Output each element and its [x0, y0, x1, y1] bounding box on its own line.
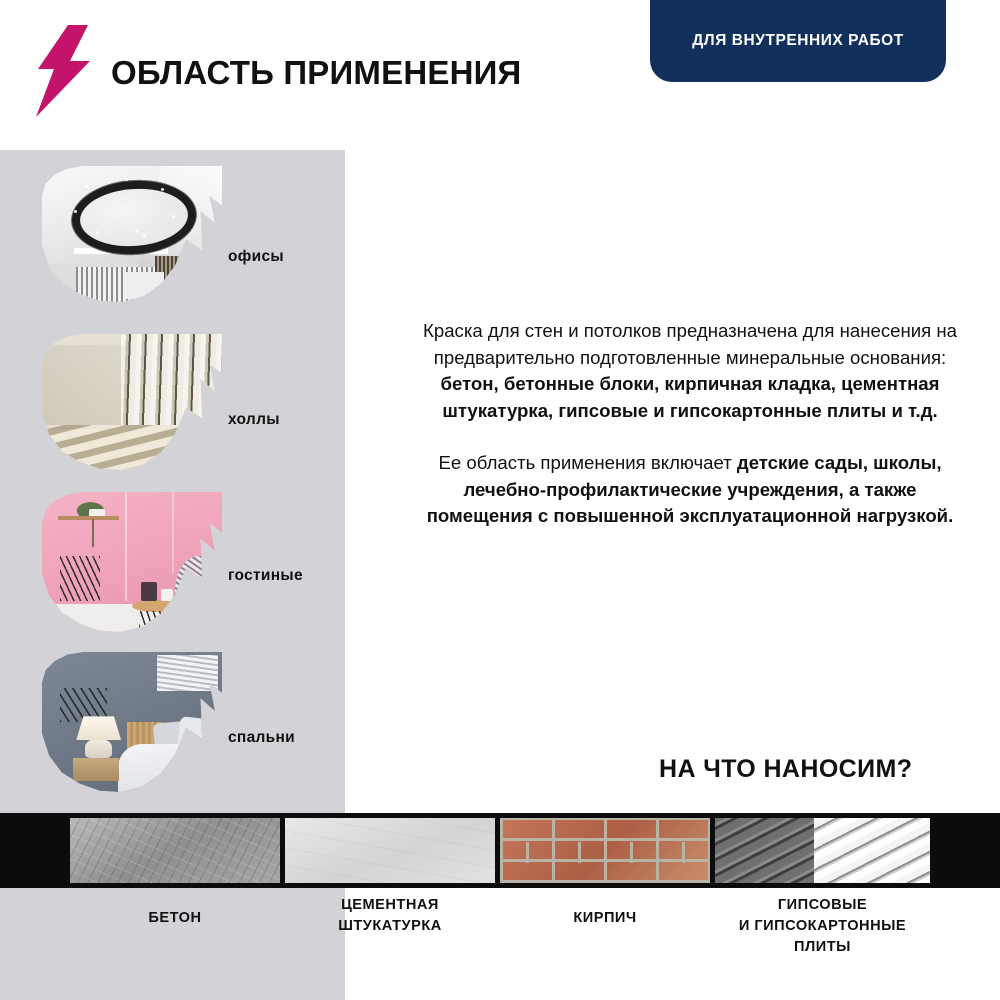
lightning-bolt-icon [34, 25, 94, 117]
description-block [420, 318, 960, 530]
description-paragraph-2 [420, 450, 960, 530]
texture-brick [500, 818, 710, 883]
page-title: ОБЛАСТЬ ПРИМЕНЕНИЯ [111, 54, 522, 91]
texture-cement-plaster [285, 818, 495, 883]
gallery-label-living-rooms: гостиные [228, 567, 303, 584]
texture-gypsum-board [715, 818, 930, 883]
paragraph-2-normal: Ее область применения включает [438, 452, 737, 473]
substrate-label-brick: КИРПИЧ [573, 910, 637, 926]
paragraph-2-bold: детские сады, школы, лечебно-профилактические учреждения, а также помещения с повышенной эксплуатационной нагрузкой. [426, 452, 954, 526]
texture-concrete [70, 818, 280, 883]
gallery-label-offices: офисы [228, 248, 284, 265]
description-paragraph-1 [420, 318, 960, 424]
gallery-label-halls: холлы [228, 411, 280, 428]
badge-label: ДЛЯ ВНУТРЕННИХ РАБОТ [692, 32, 904, 49]
substrates-heading: НА ЧТО НАНОСИМ? [659, 755, 913, 783]
interior-works-badge [650, 0, 946, 82]
substrate-label-concrete: БЕТОН [148, 910, 202, 926]
gallery-label-bedrooms: спальни [228, 729, 295, 746]
substrate-label-gypsum-board: ГИПСОВЫЕ И ГИПСОКАРТОННЫЕ ПЛИТЫ [738, 897, 907, 955]
paragraph-1-bold: бетон, бетонные блоки, кирпичная кладка, цементная штукатурка, гипсовые и гипсокартонные плиты и т.д. [440, 373, 940, 421]
substrate-label-cement-plaster: ЦЕМЕНТНАЯ ШТУКАТУРКА [338, 897, 442, 934]
paragraph-1-normal: Краска для стен и потолков предназначена для нанесения на предварительно подготовленные минеральные основания: [423, 320, 957, 368]
